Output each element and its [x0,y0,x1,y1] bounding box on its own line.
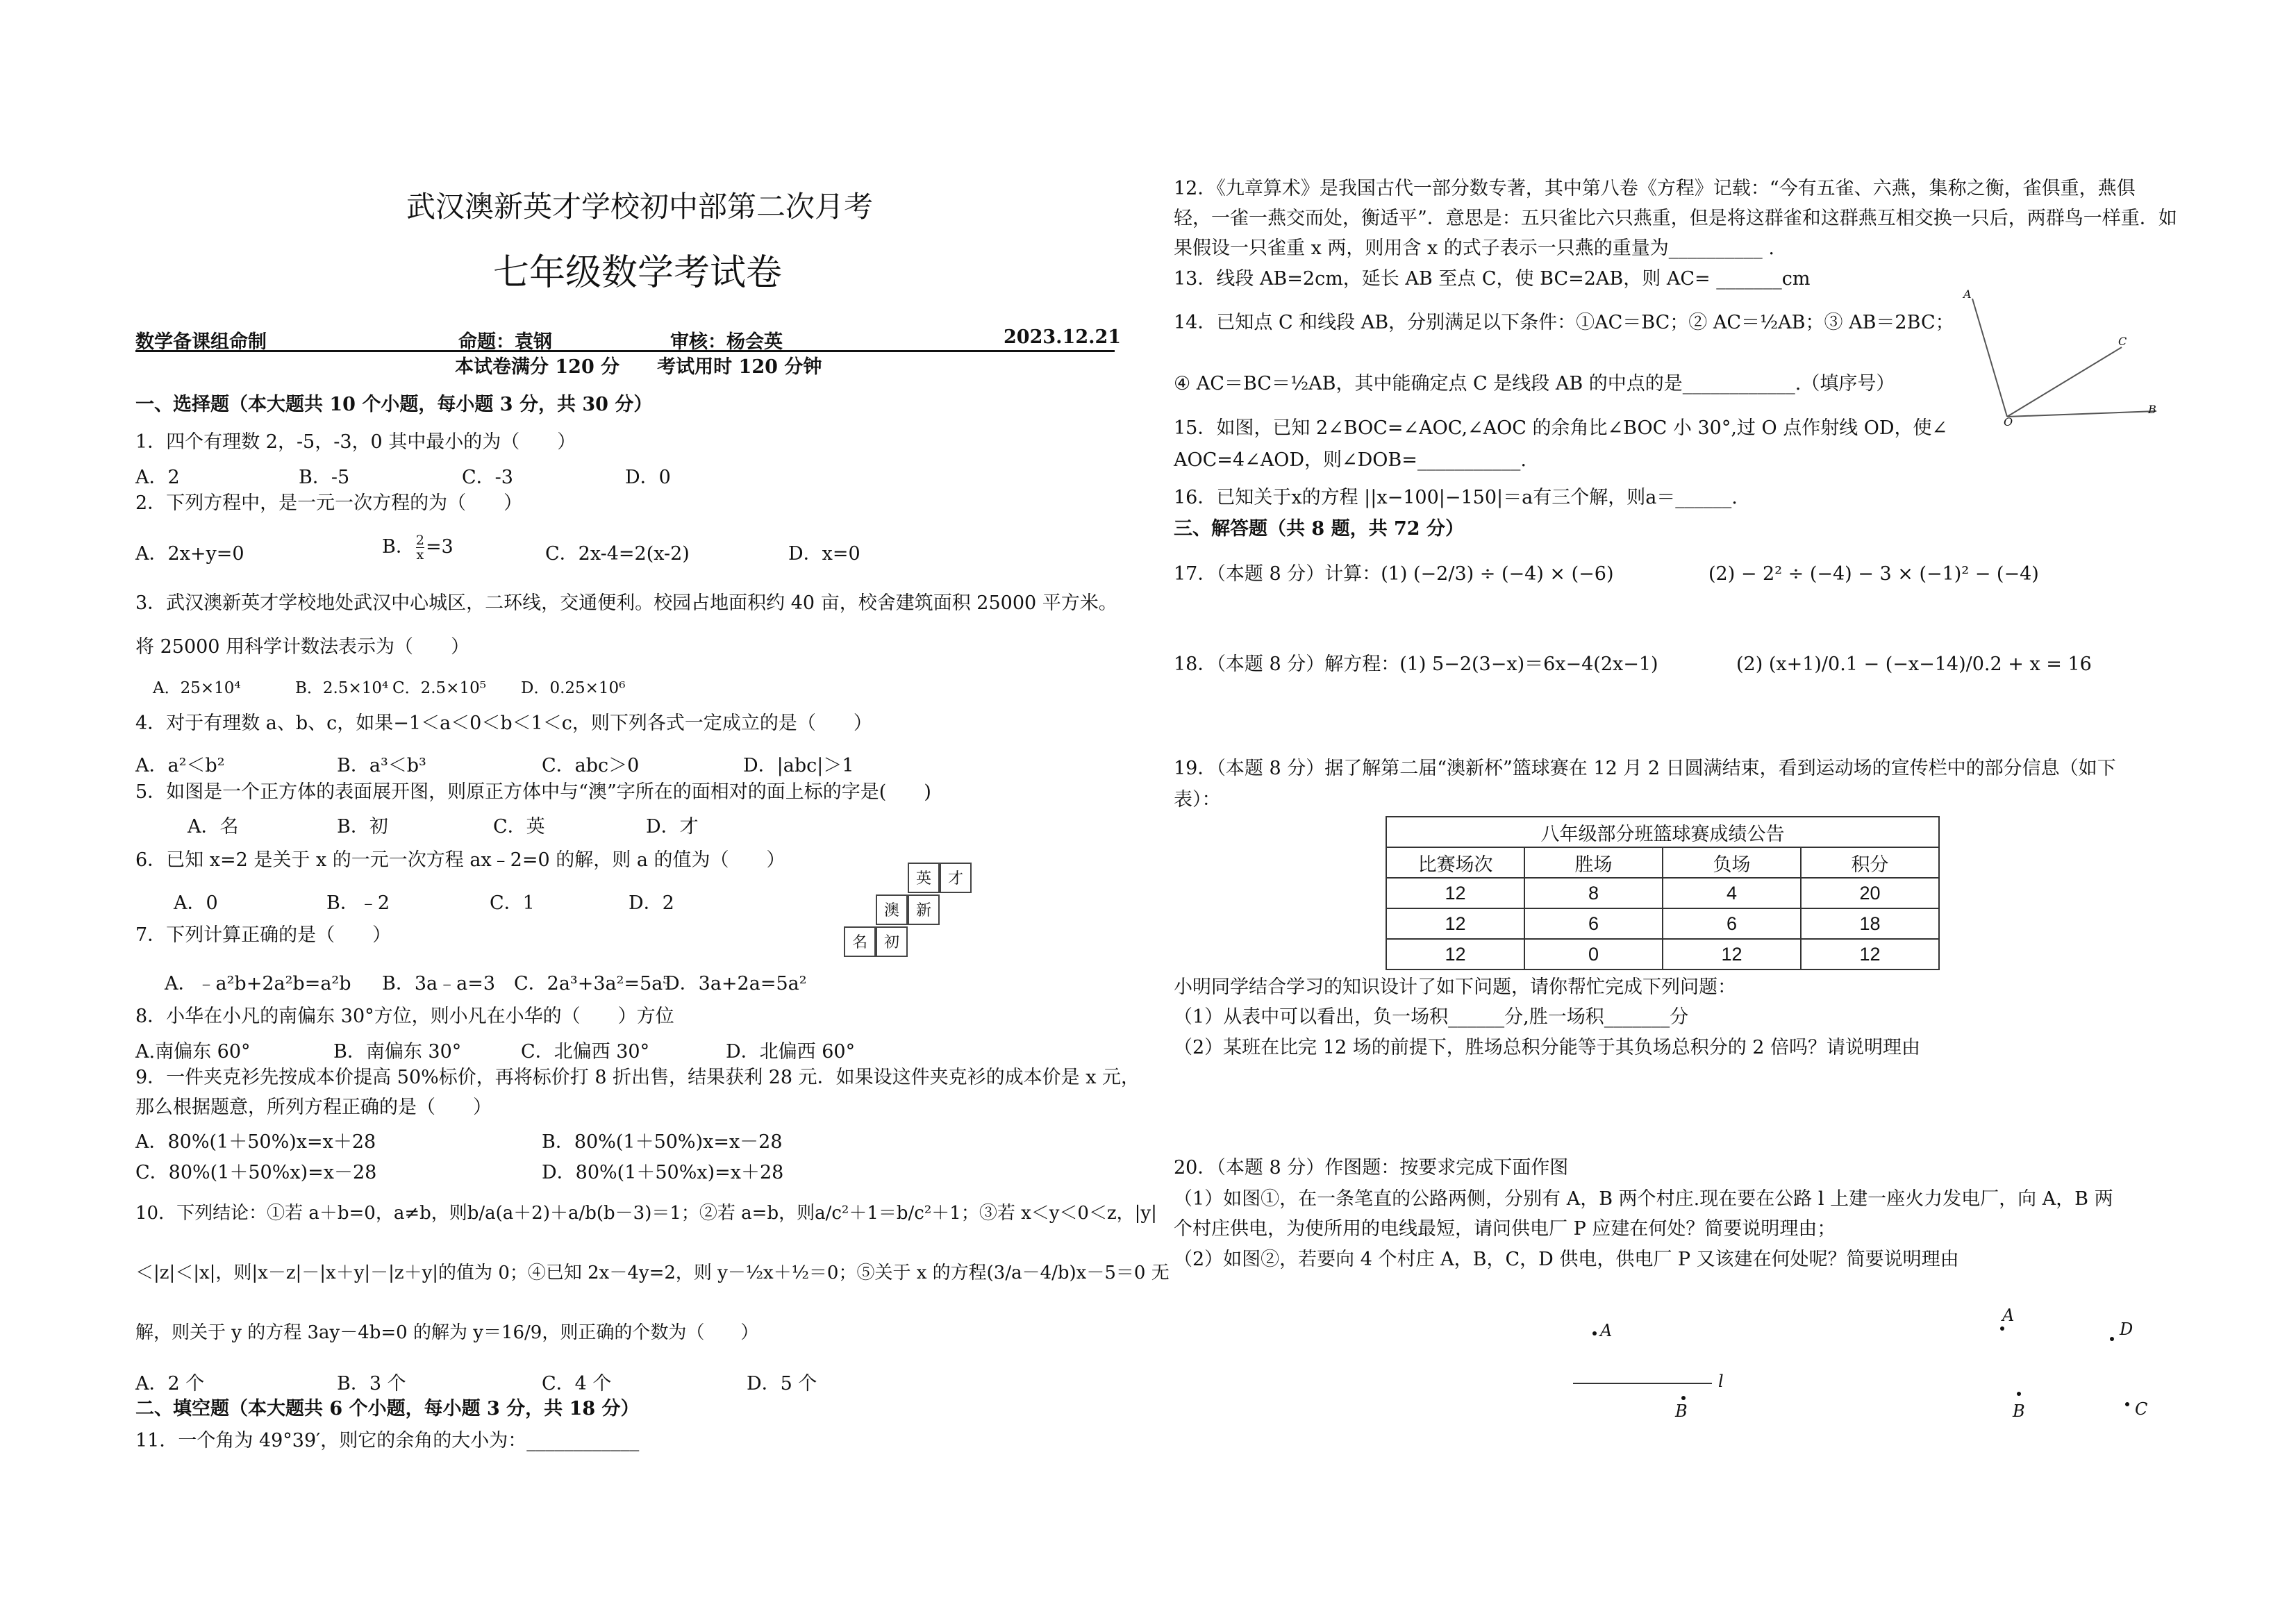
q8-option-c: C．北偏西 30° [521,1041,650,1063]
q3-option-a: A．25×10⁴ [153,679,241,697]
q1-stem: 1．四个有理数 2，-5，-3，0 其中最小的为（ ） [135,431,576,453]
q20-line-1: 20．（本题 8 分）作图题：按要求完成下面作图 [1174,1157,1569,1179]
q4-stem: 4．对于有理数 a、b、c，如果−1＜a＜0＜b＜1＜c，则下列各式一定成立的是（ ） [135,713,872,734]
table-row [1386,908,1939,939]
table-cell: 12 [1663,939,1801,969]
table-cell: 6 [1663,908,1801,939]
q6-stem: 6．已知 x=2 是关于 x 的一元一次方程 ax﹣2=0 的解，则 a 的值为（ ） [135,849,785,871]
q3-stem-1: 3．武汉澳新英才学校地处武汉中心城区，二环线，交通便利。校园占地面积约 40 亩，校舍建筑面积 25000 平方米。 [135,592,1117,614]
q10-option-a: A．2 个 [135,1373,205,1395]
q10-option-d: D．5 个 [747,1373,817,1395]
school-title: 武汉澳新英才学校初中部第二次月考 [406,190,874,224]
q19-line-1: 19．（本题 8 分）据了解第二届“澳新杯”篮球赛在 12 月 2 日圆满结束，看到运动场的宣传栏中的部分信息（如下 [1174,758,2116,779]
net-cell-xin: 新 [908,894,940,925]
q6-option-d: D．2 [629,892,674,914]
q16: 16．已知关于x的方程 ||x−100|−150|＝a有三个解，则a＝______. [1174,487,1738,508]
q19-line-2: 表）： [1174,789,1221,810]
q6-option-c: C．1 [490,892,535,914]
table-cell: 12 [1386,908,1524,939]
author: 命题：袁钢 [458,331,552,353]
q18-part-2: (2) (x+1)/0.1 − (−x−14)/0.2 + x = 16 [1736,654,2092,675]
q8-option-b: B．南偏东 30° [333,1041,462,1063]
date: 2023.12.21 [1004,326,1122,348]
q14-line-2: ④ AC＝BC＝½AB，其中能确定点 C 是线段 AB 的中点的是____________.（填序号） [1174,373,1895,394]
q11: 11．一个角为 49°39′，则它的余角的大小为：____________ [135,1430,640,1451]
q7-option-b: B．3a﹣a=3 [382,973,496,994]
table-cell: 12 [1386,878,1524,908]
header-cell: 比赛场次 [1386,847,1524,878]
ray-oc [2007,347,2122,417]
q2-option-d: D．x=0 [788,543,860,565]
fig1-label-a: A [1600,1321,1613,1340]
q3-stem-2: 将 25000 用科学计数法表示为（ ） [135,636,470,658]
q10-line-1: 10．下列结论：①若 a＋b=0，a≠b，则b/a(a＋2)＋a/b(b－3)＝1；②若 a=b，则a/c²＋1＝b/c²＋1；③若 x＜y＜0＜z，|y| [135,1203,1157,1224]
angle-figure [1952,285,2174,434]
header-cell: 负场 [1663,847,1801,878]
road-line [1573,1383,1712,1384]
q4-option-c: C．abc＞0 [542,755,640,776]
q12-line-1: 12．《九章算术》是我国古代一部分数专著，其中第八卷《方程》记载：“今有五雀、六燕，集称之衡，雀俱重，燕俱 [1174,178,2136,199]
q20-line-2: （1）如图①，在一条笔直的公路两侧，分别有 A，B 两个村庄.现在要在公路 l 上建一座火力发电厂，向 A，B 两 [1174,1188,2113,1210]
q7-option-c: C．2a³+3a²=5a⁵ [514,973,671,994]
q4-option-d: D．|abc|＞1 [743,755,854,776]
q6-option-b: B．﹣2 [326,892,390,914]
q3-option-d: D．0.25×10⁶ [521,679,626,697]
q15-line-2: AOC=4∠AOD，则∠DOB=___________. [1174,449,1526,471]
q13: 13．线段 AB=2cm，延长 AB 至点 C，使 BC=2AB，则 AC= _______cm [1174,268,1811,290]
q5-option-b: B．初 [337,816,388,838]
q19-line-3: 小明同学结合学习的知识设计了如下问题，请你帮忙完成下列问题： [1174,976,1736,998]
q20-line-3: 个村庄供电，为使所用的电线最短，请问供电厂 P 应建在何处？简要说明理由； [1174,1218,1836,1240]
q2-option-c: C．2x-4=2(x-2) [545,543,690,565]
q7-option-a: A．﹣a²b+2a²b=a²b [165,973,351,994]
point-b-dot [2017,1392,2021,1396]
point-a-dot [1592,1331,1597,1335]
q3-option-b: B．2.5×10⁴ [295,679,389,697]
score-time: 本试卷满分 120 分 考试用时 120 分钟 [455,356,822,378]
table-cell: 6 [1524,908,1663,939]
q9-option-c: C．80%(1＋50%x)=x－28 [135,1162,377,1183]
section2-title: 二、填空题（本大题共 6 个小题，每小题 3 分，共 18 分） [135,1398,640,1420]
q10-option-c: C．4 个 [542,1373,612,1395]
net-cell-chu: 初 [876,926,908,957]
point-b-dot [1681,1396,1686,1400]
exam-title: 七年级数学考试卷 [493,252,783,294]
net-cell-cai: 才 [940,863,972,893]
score-table-caption: 八年级部分班篮球赛成绩公告 [1386,817,1939,847]
q1-option-a: A．2 [135,467,180,488]
table-cell: 18 [1801,908,1939,939]
q9-option-a: A．80%(1＋50%)x=x＋28 [135,1131,376,1153]
angle-label-o: O [2004,415,2013,428]
net-cell-ming: 名 [844,926,876,957]
exam-header-line [135,326,1122,353]
q1-option-d: D．0 [625,467,671,488]
point-a-dot [2000,1326,2004,1331]
q8-stem: 8．小华在小凡的南偏东 30°方位，则小凡在小华的（ ）方位 [135,1006,674,1027]
point-d-dot [2110,1337,2114,1341]
q1-option-b: B．-5 [299,467,350,488]
fig1-label-l: l [1718,1372,1724,1391]
table-cell: 20 [1801,878,1939,908]
q17-part-1: 17．（本题 8 分）计算：(1) (−2/3) ÷ (−4) × (−6) [1174,563,1614,585]
q9-stem-1: 9．一件夹克衫先按成本价提高 50%标价，再将标价打 8 折出售，结果获利 28 元．如果设这件夹克衫的成本价是 x 元， [135,1067,1140,1088]
table-row [1386,878,1939,908]
q6-option-a: A．0 [174,892,218,914]
q1-option-c: C．-3 [462,467,513,488]
q4-option-b: B．a³＜b³ [337,755,426,776]
net-cell-ao: 澳 [876,894,908,925]
q5-option-c: C．英 [493,816,545,838]
q9-stem-2: 那么根据题意，所列方程正确的是（ ） [135,1097,492,1118]
fig2-label-c: C [2135,1399,2148,1419]
table-cell: 0 [1524,939,1663,969]
q15-line-1: 15．如图，已知 2∠BOC=∠AOC,∠AOC 的余角比∠BOC 小 30°,过 O 点作射线 OD，使∠ [1174,417,1948,439]
q5-stem: 5．如图是一个正方体的表面展开图，则原正方体中与“澳”字所在的面相对的面上标的字是( ) [135,781,931,803]
made-by: 数学备课组命制 [135,331,267,353]
q17-part-2: (2) − 2² ÷ (−4) − 3 × (−1)² − (−4) [1708,563,2039,585]
table-cell: 12 [1386,939,1524,969]
table-cell: 12 [1801,939,1939,969]
q3-option-c: C．2.5×10⁵ [392,679,486,697]
point-c-dot [2125,1402,2129,1406]
q5-option-a: A．名 [188,816,239,838]
q19-line-5: （2）某班在比完 12 场的前提下，胜场总积分能等于其负场总积分的 2 倍吗？请说明理由 [1174,1037,1921,1058]
q9-option-b: B．80%(1＋50%)x=x－28 [542,1131,783,1153]
table-cell: 8 [1524,878,1663,908]
table-cell: 4 [1663,878,1801,908]
header-cell: 胜场 [1524,847,1663,878]
q18-part-1: 18．（本题 8 分）解方程：(1) 5−2(3−x)＝6x−4(2x−1) [1174,654,1658,675]
score-table-header-row [1386,847,1939,878]
section1-title: 一、选择题（本大题共 10 个小题，每小题 3 分，共 30 分） [135,394,653,415]
fig2-label-a: A [2002,1306,2015,1325]
q7-option-d: D．3a+2a=5a² [665,973,807,994]
q2-stem: 2．下列方程中，是一元一次方程的为（ ） [135,492,523,514]
q8-option-d: D．北偏西 60° [726,1041,856,1063]
q12-line-3: 果假设一只雀重 x 两，则用含 x 的式子表示一只燕的重量为__________ . [1174,238,1774,259]
q12-line-2: 轻，一雀一燕交而处，衡适平”．意思是：五只雀比六只燕重，但是将这群雀和这群燕互相交换一只后，两群鸟一样重．如 [1174,208,2177,229]
q14-line-1: 14．已知点 C 和线段 AB，分别满足以下条件：①AC＝BC；② AC＝½AB；③ AB＝2BC； [1174,312,1954,333]
fig2-label-d: D [2120,1320,2133,1339]
q2-option-b: B． $\frac{2}{x}$ =3 [382,533,454,563]
q10-line-3: 解，则关于 y 的方程 3ay－4b=0 的解为 y＝16/9，则正确的个数为（ ） [135,1322,759,1343]
q10-line-2: ＜|z|＜|x|，则|x－z|－|x＋y|－|z＋y|的值为 0；④已知 2x－4y=2，则 y－½x＋½＝0；⑤关于 x 的方程(3/a－4/b)x－5＝0 无 [135,1263,1170,1283]
q7-stem: 7．下列计算正确的是（ ） [135,924,392,946]
angle-label-c: C [2118,335,2127,348]
q2-option-a: A．2x+y=0 [135,543,244,565]
q9-option-d: D．80%(1＋50%x)=x＋28 [542,1162,784,1183]
score-table [1386,816,1940,970]
header-cell: 积分 [1801,847,1939,878]
q5-option-d: D．才 [646,816,699,838]
q10-option-b: B．3 个 [337,1373,406,1395]
q4-option-a: A．a²＜b² [135,755,225,776]
angle-label-b: B [2148,403,2156,416]
q20-line-4: （2）如图②，若要向 4 个村庄 A，B，C，D 供电，供电厂 P 又该建在何处呢？简要说明理由 [1174,1249,1959,1270]
section3-title: 三、解答题（共 8 题，共 72 分） [1174,518,1464,540]
angle-label-a: A [1963,288,1972,301]
table-row [1386,939,1939,969]
reviewer: 审核：杨会英 [670,331,783,353]
ray-oa [1972,299,2007,417]
net-cell-ying: 英 [908,863,940,893]
fig1-label-b: B [1675,1401,1688,1421]
fig2-label-b: B [2013,1401,2025,1421]
ray-ob [2007,411,2156,417]
q8-option-a: A.南偏东 60° [135,1041,251,1063]
q19-line-4: （1）从表中可以看出，负一场积______分,胜一场积_______分 [1174,1006,1689,1028]
